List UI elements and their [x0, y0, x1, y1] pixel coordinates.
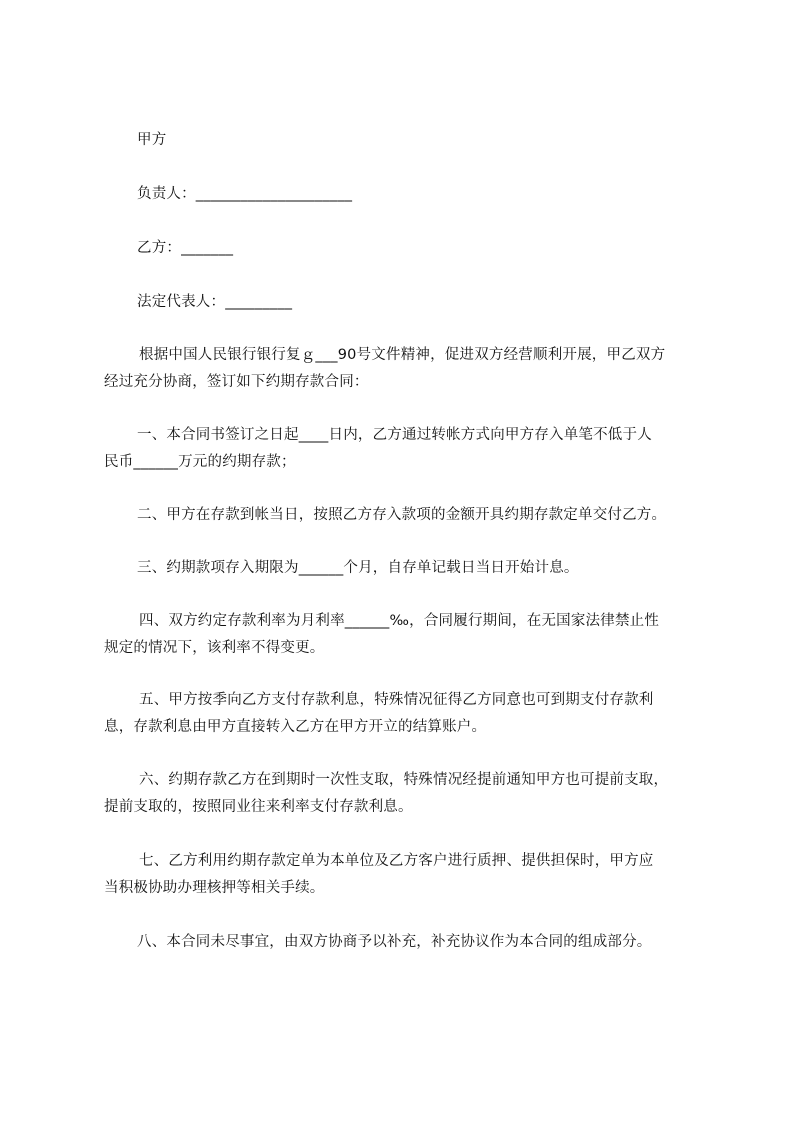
- clause-4: [104, 608, 704, 662]
- clause-7: [104, 848, 704, 902]
- intro-line-1: 根据中国人民银行银行复ｇ___90号文件精神，促进双方经营顺利开展，甲乙双方: [139, 347, 666, 363]
- clause-6-line-1: 六、约期存款乙方在到期时一次性支取，特殊情况经提前通知甲方也可提前支取，: [139, 772, 669, 788]
- clause-8-line-1: 八、本合同未尽事宜，由双方协商予以补充，补充协议作为本合同的组成部分。: [137, 934, 652, 950]
- clause-1-line-1: 一、本合同书签订之日起____日内，乙方通过转帐方式向甲方存入单笔不低于人: [137, 427, 652, 443]
- clause-5-line-2: 息，存款利息由甲方直接转入乙方在甲方开立的结算账户。: [104, 719, 487, 735]
- clause-8: [104, 929, 704, 956]
- clause-1-line-2: 民币______万元的约期存款；: [104, 454, 296, 470]
- clause-2-line-1: 二、甲方在存款到帐当日，按照乙方存入款项的金额开具约期存款定单交付乙方。: [137, 507, 667, 523]
- person-in-charge-field: 负责人：_____________________: [137, 186, 353, 202]
- clause-5: [104, 687, 704, 741]
- intro-line-2: 经过充分协商，签订如下约期存款合同：: [104, 374, 369, 390]
- clause-2: [104, 502, 704, 529]
- clause-4-line-1: 四、双方约定存款利率为月利率______‰，合同履行期间，在无国家法律禁止性: [139, 613, 660, 629]
- legal-representative-field: 法定代表人：_________: [137, 294, 293, 310]
- clause-7-line-1: 七、乙方利用约期存款定单为本单位及乙方客户进行质押、提供担保时，甲方应: [139, 853, 654, 869]
- clause-3: [104, 555, 704, 582]
- clause-3-line-1: 三、约期款项存入期限为______个月，自存单记载日当日开始计息。: [137, 560, 579, 576]
- clause-5-line-1: 五、甲方按季向乙方支付存款利息，特殊情况征得乙方同意也可到期支付存款利: [139, 692, 654, 708]
- clause-4-line-2: 规定的情况下，该利率不得变更。: [104, 640, 325, 656]
- clause-6: [104, 767, 704, 821]
- party-a-label: 甲方: [137, 132, 167, 148]
- clause-6-line-2: 提前支取的，按照同业往来利率支付存款利息。: [104, 799, 413, 815]
- intro-paragraph: [104, 342, 704, 396]
- party-b-field: 乙方：_______: [137, 240, 234, 256]
- clause-7-line-2: 当积极协助办理核押等相关手续。: [104, 880, 325, 896]
- clause-1: [104, 422, 704, 476]
